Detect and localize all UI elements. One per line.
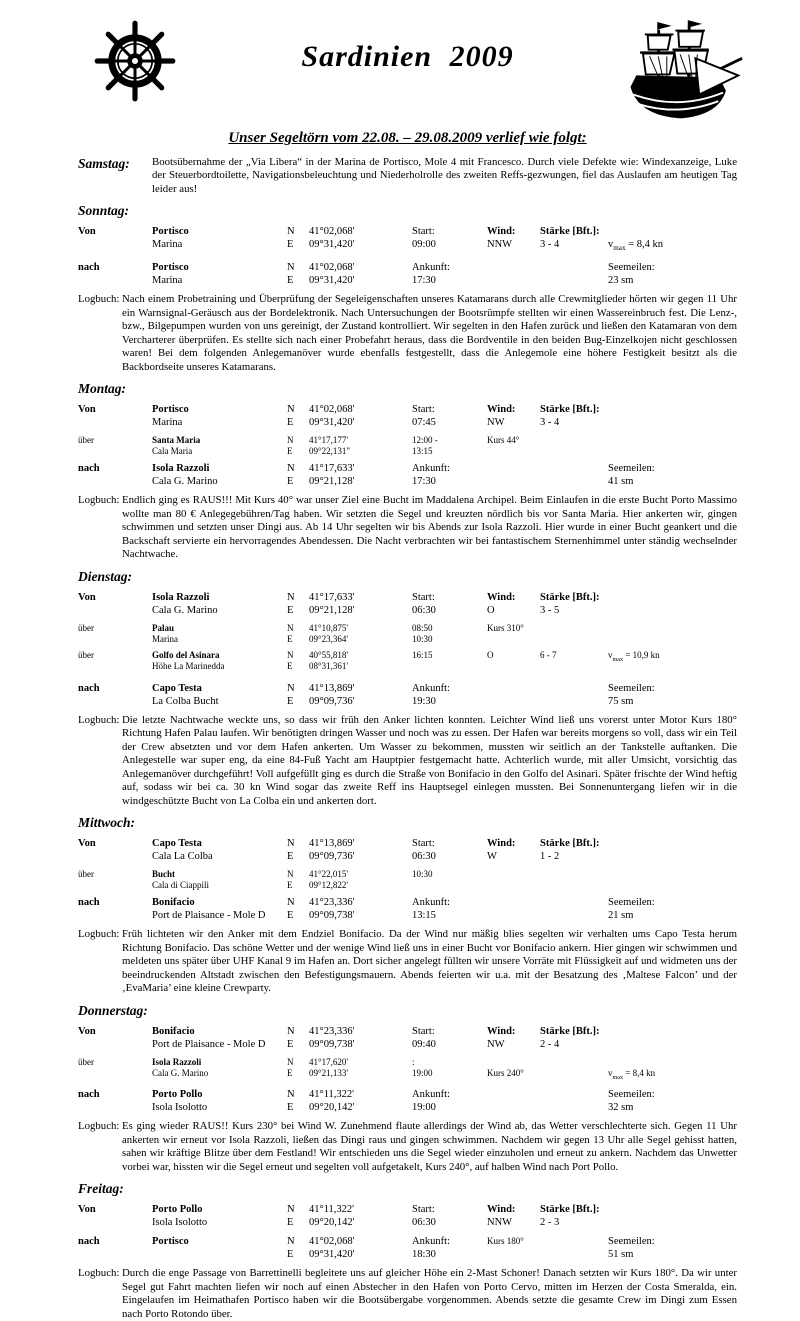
leg-label-cell: nach [78,682,100,694]
route-row [78,225,737,255]
place-cell: Capo Testa La Colba Bucht [152,682,219,707]
strength-cell: Stärke [Bft.]: 3 - 4 [540,404,600,429]
leg-label-cell: nach [78,1236,100,1248]
coordinate-cell: 41°10,875' 09°23,364' [309,622,348,644]
strength-cell [540,261,608,287]
day-section [78,1181,737,1321]
time-cell: 16:15 [412,649,433,660]
time-cell: 08:50 10:30 [412,622,433,644]
route-row [78,1203,737,1229]
place-cell: Isola Razzoli Cala G. Marino [152,591,218,616]
coordinate-cell: 41°17,633' 09°21,128' [309,463,355,488]
logbook-label: Logbuch: [78,1120,120,1133]
strength-cell [540,462,608,488]
wind-cell: Kurs 240° [487,1067,524,1078]
coord-letter-cell: N E [287,262,295,287]
saturday-section [78,156,737,196]
strength-cell [540,623,608,645]
day-heading: Freitag: [78,1181,124,1197]
place-cell: Bonifacio Port de Plaisance - Mole D [152,1025,266,1050]
wind-cell: Kurs 310° [487,622,524,633]
route-table [78,591,737,708]
route-table [78,1025,737,1115]
place-cell: Portisco Marina [152,226,189,251]
route-row [78,1057,737,1084]
coord-letter-cell: N E [287,1089,295,1114]
logbook-entry [78,293,737,374]
time-cell: : 19:00 [412,1056,433,1078]
coordinate-cell: 41°17,633' 09°21,128' [309,591,355,616]
place-cell: Portisco [152,1236,189,1248]
route-row [78,650,737,677]
wind-cell [487,261,540,287]
vmax-value: $v_{max} = 8,4$ kn [608,239,663,253]
place-cell: Porto Pollo Isola Isolotto [152,1204,208,1229]
leg-label-cell: nach [78,463,100,475]
leg-label-cell: Von [78,591,96,603]
place-cell: Isola Razzoli Cala G. Marino [152,463,218,488]
leg-label-cell: nach [78,262,100,274]
day-heading: Montag: [78,381,127,397]
vmax-value: $v_{max} = 8,4$ kn [608,1067,656,1081]
place-cell: Bucht Cala di Ciappili [152,869,209,891]
leg-label-cell: nach [78,897,100,909]
strength-cell: Stärke [Bft.]: 3 - 5 [540,591,600,616]
coord-letter-cell: N E [287,1204,295,1229]
coordinate-cell: 41°13,869' 09°09,736' [309,838,355,863]
day-heading: Dienstag: [78,568,132,584]
distance-cell [608,225,737,255]
wind-cell: Wind: NNW [487,226,516,251]
day-section [78,569,737,808]
coord-letter-cell: N E [287,897,295,922]
leg-label-cell: über [78,622,94,633]
trip-subtitle: Unser Segeltörn vom 22.08. – 29.08.2009 verlief wie folgt: [228,130,587,146]
logbook-text: Früh lichteten wir den Anker mit dem Endziel Bonifacio. Da der Wind nur mäßig blies segelten wir verhalten ums Capo Testa herum Richtung Bonifacio. Das schöne Wetter und der wenige Wind ließ uns in einer Bucht vor Bonifacio ankern. Hier gingen wir schwimmen und meldeten uns später über UHF Kanal 9 im Hafen an. Dort sicher angelegt füllten wir unsere Vorräte mit Flüssigkeit auf und widmeten uns der beeindruckenden Altstadt zwischen den Befestigungsmauern. Abends feierten wir u.a. mit der Besatzung des ‚Maltese Falcon’ und der ‚EvaMaria’ eine kleine Crewparty. [122,928,737,995]
time-cell: Start: 06:30 [412,1204,436,1229]
distance-cell [608,650,737,677]
wind-cell [487,896,540,922]
wind-cell: Wind: NNW [487,1204,516,1229]
coordinate-cell: 41°22,015' 09°12,822' [309,869,348,891]
distance-cell [608,837,737,863]
coord-letter-cell: N E [287,869,294,891]
wind-cell [487,869,540,891]
strength-cell [540,1235,608,1261]
wind-cell: Wind: NW [487,1025,516,1050]
distance-cell [608,403,737,429]
strength-cell [540,682,608,708]
logbook-label: Logbuch: [78,928,120,941]
strength-cell: 6 - 7 [540,649,557,660]
coord-letter-cell: N E [287,838,295,863]
coordinate-cell: 41°23,336' 09°09,738' [309,897,355,922]
route-table [78,225,737,287]
coord-letter-cell: N E [287,226,295,251]
route-row [78,682,737,708]
day-section [78,381,737,562]
logbook-text: Nach einem Probetraining und Überprüfung der Segeleigenschaften unseres Katamarans durch alle Crewmitglieder hörten wir gegen 11 Uhr ein Warnsignal-Geräusch aus der Bordelektronik. Nach Untersuchungen der Bootsrümpfe stellten wir einen Wassereinbruch fest. Die Lenz-, bzw., Bilgepumpen wurden von uns gereinigt, der Zustand kontrolliert. Wir segelten in den Hafen zurück und ließen den Katamaran von dem Vercharterer überprüfen. Es stellte sich nach einer Probefahrt heraus, dass die Bordventile in den beiden Bug-Einzelkojen nicht geschlossen waren! Bei dem folgenden Anlegemanöver wurde ebenfalls festgestellt, dass die Anlegemole eine höhere Festigkeit besitzt als die Backbordseite unseres Katamarans. [122,293,737,373]
route-row [78,403,737,429]
logbook-text: Endlich ging es RAUS!!! Mit Kurs 40° war unser Ziel eine Bucht im Maddalena Archipel. Beim Einlaufen in die erste Bucht Porto Massimo wollte man 80 € Anlegegebühren/Tag haben. Wir setzten die Segel und kreuzten nördlich bis vor Santa Maria. Hier ankerten wir, gingen schwimmen und setzten unser Dingi aus. Ab 14 Uhr segelten wir bis Abends zur Isola Razzoli. Hier wurde in einer Bucht geankert und die Backschaft servierte ein hervorragendes Abendessen. Die Nacht verbrachten wir bei fantastischem Sternenhimmel unter ständig wechselnder Nachtwache. [122,494,737,561]
ship-wheel-icon [92,14,178,113]
place-cell: Capo Testa Cala La Colba [152,838,213,863]
wind-cell: O [487,649,494,660]
document-header [78,14,737,124]
route-row [78,869,737,891]
coordinate-cell: 41°13,869' 09°09,736' [309,682,355,707]
coordinate-cell: 41°17,620' 09°21,133' [309,1056,348,1078]
wind-cell: Wind: NW [487,404,516,429]
time-cell: Ankunft: 17:30 [412,262,450,287]
coord-letter-cell: N E [287,1056,294,1078]
place-cell: Palau Marina [152,622,178,644]
coord-letter-cell: N E [287,682,295,707]
time-cell: Start: 09:00 [412,226,436,251]
coord-letter-cell: N E [287,649,294,671]
coord-letter-cell: N E [287,622,294,644]
route-row [78,1088,737,1114]
route-table [78,1203,737,1261]
coordinate-cell: 41°17,177' 09°22,131" [309,435,351,457]
distance-cell [608,869,737,891]
distance-cell: Seemeilen: 75 sm [608,682,655,707]
logbook-entry [78,928,737,996]
route-row [78,591,737,617]
strength-cell [540,896,608,922]
wind-cell: Wind: O [487,591,516,616]
place-cell: Santa Maria Cala Maria [152,435,201,457]
logbook-label: Logbuch: [78,1267,120,1280]
vmax-value: $v_{max} = 10,9$ kn [608,649,660,663]
day-section [78,203,737,374]
page-title: Sardinien 2009 [301,40,514,73]
route-row [78,623,737,645]
wind-cell: Kurs 180° [487,1236,524,1247]
saturday-text: Bootsübernahme der „Via Libera“ in der Marina de Portisco, Mole 4 mit Francesco. Durch viele Defekte wie: Windexanzeige, Luke der Steuerbordtoilette, Navigationsbeleuchtung und Niederholrolle des zweiten Reffs-gezwungen, fiel das Auslaufen am heutigen Tag leider aus! [152,156,737,195]
route-row [78,1235,737,1261]
time-cell: Ankunft: 13:15 [412,897,450,922]
logbook-text: Die letzte Nachtwache weckte uns, so dass wir früh den Anker lichten konnten. Leichter Wind ließ uns vorerst unter Motor Kurs 180° Richtung Hafen Palau laufen. Wir benötigten dringen Wasser und noch was zu essen. Der Hafen war bereits morgens so voll, dass wir ein Teil der Crew absetzten und vor dem Hafen ankerten. Um Wasser zu bekommen, mussten wir seitlich an der Tankstelle auftanken. Die Anlegestelle war super eng, da eine 84-Fuß Yacht am Hauptpier festgemacht hatte. Achterlich wurde, mit aller Umsicht, vorsichtig das Anlegemanöver durchgeführt! Voll aufgefüllt ging es durch die Straße von Bonifacio in den Golfo del Asinari. Später frischte der Wind heftig auf, sodass wir bei ca. 30 kn Wind sogar das zweite Reff ins Hauptsegel einlegen mussten. Bei Sonnenuntergang liefen wir in die windgeschützte Bucht von La Colba ein und ankerten dort. [122,713,737,807]
leg-label-cell: über [78,649,94,660]
wind-cell [487,682,540,708]
distance-cell [608,435,737,457]
logbook-entry [78,494,737,562]
distance-cell: Seemeilen: 51 sm [608,1236,655,1261]
leg-label-cell: Von [78,226,96,238]
place-cell: Isola Razzoli Cala G. Marino [152,1056,209,1078]
distance-cell: Seemeilen: 41 sm [608,463,655,488]
leg-label-cell: über [78,1056,94,1067]
strength-cell [540,869,608,891]
distance-cell: Seemeilen: 23 sm [608,262,655,287]
logbook-entry [78,714,737,809]
coord-letter-cell: N E [287,1236,295,1261]
distance-cell: Seemeilen: 32 sm [608,1089,655,1114]
strength-cell [540,435,608,457]
time-cell: Start: 06:30 [412,591,436,616]
logbook-entry [78,1120,737,1174]
leg-label-cell: Von [78,1025,96,1037]
route-row [78,837,737,863]
leg-label-cell: Von [78,404,96,416]
time-cell: 10:30 [412,869,433,880]
place-cell: Golfo del Asinara Höhe La Marinedda [152,649,225,671]
distance-cell [608,1025,737,1051]
place-cell: Bonifacio Port de Plaisance - Mole D [152,897,266,922]
leg-label-cell: nach [78,1089,100,1101]
route-table [78,403,737,488]
strength-cell [540,1057,608,1084]
coord-letter-cell: N E [287,1025,295,1050]
leg-label-cell: über [78,435,94,446]
coordinate-cell: 41°02,068' 09°31,420' [309,1236,355,1261]
coordinate-cell: 41°02,068' 09°31,420' [309,404,355,429]
distance-cell: Seemeilen: 21 sm [608,897,655,922]
route-row [78,462,737,488]
coordinate-cell: 41°02,068' 09°31,420' [309,226,355,251]
time-cell: Ankunft: 19:30 [412,682,450,707]
strength-cell: Stärke [Bft.]: 3 - 4 [540,226,600,251]
leg-label-cell: über [78,869,94,880]
distance-cell [608,1057,737,1084]
route-row [78,261,737,287]
route-row [78,896,737,922]
logbook-label: Logbuch: [78,713,120,726]
distance-cell [608,591,737,617]
time-cell: Start: 06:30 [412,838,436,863]
day-heading: Mittwoch: [78,815,136,831]
coord-letter-cell: N E [287,404,295,429]
logbook-label: Logbuch: [78,494,120,507]
place-cell: Portisco Marina [152,404,189,429]
time-cell: 12:00 - 13:15 [412,435,438,457]
logbook-label: Logbuch: [78,293,120,306]
strength-cell: Stärke [Bft.]: 2 - 4 [540,1025,600,1050]
day-heading: Sonntag: [78,203,130,219]
logbook-text: Es ging wieder RAUS!! Kurs 230° bei Wind W. Zunehmend flaute allerdings der Wind ab, das Wetter verschlechterte sich. Gegen 11 Uhr ankerten wir erneut vor Isola Razzoli, ließen das Dingi raus und gingen schwimmen. Nachdem wir gegen 13 Uhr alle Segel gehisst hatten, sahen wir kräftige Blitze über dem Festland! Wir entschieden uns die Segel wieder einzuholen und erneut zu ankern. Nachdem das Unwetter vorbei war, hissten wir die Segel erneut und segelten voll aufgetakelt, Kurs 240°, auf halben Wind nach Port Pollo. [122,1120,737,1173]
coordinate-cell: 41°11,322' 09°20,142' [309,1089,355,1114]
coordinate-cell: 41°02,068' 09°31,420' [309,262,355,287]
place-cell: Porto Pollo Isola Isolotto [152,1089,208,1114]
coord-letter-cell: N E [287,463,295,488]
logbook-text: Durch die enge Passage von Barrettinelli begleitete uns auf gleicher Höhe ein 2-Mast Schoner! Danach setzten wir Kurs 180°. Da wir unter Segel gut Fahrt machten liefen wir noch auf einen Abstecher in den Hafen von Porto Cervo, mitten im Herzen der Costa Smeralda, ein. Eingelaufen im Heimathafen Portisco haben wir die Bootsübergabe vorgenommen. Abends setzte die gesamte Crew im Dingi zum Essen nach Porto Rotondo über. [122,1267,737,1320]
day-heading-samstag: Samstag: [78,156,130,171]
strength-cell: Stärke [Bft.]: 2 - 3 [540,1204,600,1229]
coordinate-cell: 40°55,818' 08°31,361' [309,649,348,671]
day-heading: Donnerstag: [78,1002,148,1018]
logbook-entry [78,1267,737,1321]
route-table [78,837,737,922]
time-cell: Ankunft: 17:30 [412,463,450,488]
strength-cell: Stärke [Bft.]: 1 - 2 [540,838,600,863]
route-row [78,1025,737,1051]
leg-label-cell: Von [78,1204,96,1216]
day-sections [78,203,737,1321]
strength-cell [540,1088,608,1114]
coordinate-cell: 41°11,322' 09°20,142' [309,1204,355,1229]
wind-cell [487,462,540,488]
day-section [78,815,737,996]
coord-letter-cell: N E [287,591,295,616]
coord-letter-cell: N E [287,435,294,457]
wind-cell: Kurs 44° [487,435,520,446]
time-cell: Start: 07:45 [412,404,436,429]
distance-cell [608,623,737,645]
time-cell: Start: 09:40 [412,1025,436,1050]
leg-label-cell: Von [78,838,96,850]
wind-cell: Wind: W [487,838,516,863]
wind-cell [487,1088,540,1114]
time-cell: Ankunft: 18:30 [412,1236,450,1261]
place-cell: Portisco Marina [152,262,189,287]
coordinate-cell: 41°23,336' 09°09,738' [309,1025,355,1050]
route-row [78,435,737,457]
sailing-ship-icon [621,20,745,133]
time-cell: Ankunft: 19:00 [412,1089,450,1114]
day-section [78,1003,737,1175]
distance-cell [608,1203,737,1229]
